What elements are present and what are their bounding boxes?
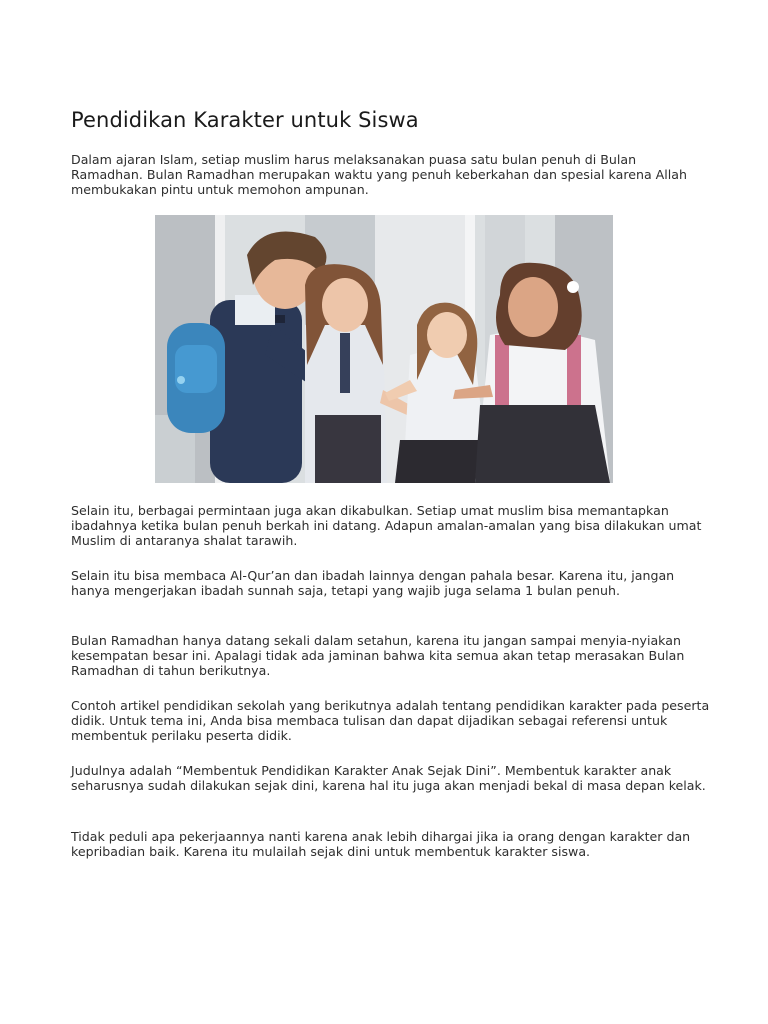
paragraph-3: Selain itu bisa membaca Al-Qur’an dan ibadah lainnya dengan pahala besar. Karena itu, jangan hanya mengerjakan ibadah sunnah saja, tetapi yang wajib juga selama 1 bulan penuh. [71, 568, 675, 598]
paragraph-6: Judulnya adalah “Membentuk Pendidikan Karakter Anak Sejak Dini”. Membentuk karakter anak seharusnya sudah dilakukan sejak dini, karena hal itu juga akan menjadi bekal di masa depan kelak. [71, 763, 706, 793]
students-photo [155, 215, 613, 483]
paragraph-7: Tidak peduli apa pekerjaannya nanti karena anak lebih dihargai jika ia orang dengan karakter dan kepribadian baik. Karena itu mulailah sejak dini untuk membentuk karakter siswa. [71, 829, 691, 859]
page-title: Pendidikan Karakter untuk Siswa [71, 108, 419, 132]
paragraph-4: Bulan Ramadhan hanya datang sekali dalam setahun, karena itu jangan sampai menyia-nyiakan kesempatan besar ini. Apalagi tidak ada jaminan bahwa kita semua akan tetap merasakan Bulan Ramadhan di tahun berikutnya. [71, 633, 685, 678]
paragraph-intro: Dalam ajaran Islam, setiap muslim harus melaksanakan puasa satu bulan penuh di Bulan Ramadhan. Bulan Ramadhan merupakan waktu yang penuh keberkahan dan spesial karena Allah membukakan pintu untuk memohon ampunan. [71, 152, 687, 197]
students-illustration [155, 215, 613, 483]
paragraph-2: Selain itu, berbagai permintaan juga akan dikabulkan. Setiap umat muslim bisa memantapkan ibadahnya ketika bulan penuh berkah ini datang. Adapun amalan-amalan yang bisa dilakukan umat Muslim di antaranya shalat tarawih. [71, 503, 702, 548]
paragraph-5: Contoh artikel pendidikan sekolah yang berikutnya adalah tentang pendidikan karakter pada peserta didik. Untuk tema ini, Anda bisa membaca tulisan dan dapat dijadikan sebagai referensi untuk membentuk perilaku peserta didik. [71, 698, 710, 743]
